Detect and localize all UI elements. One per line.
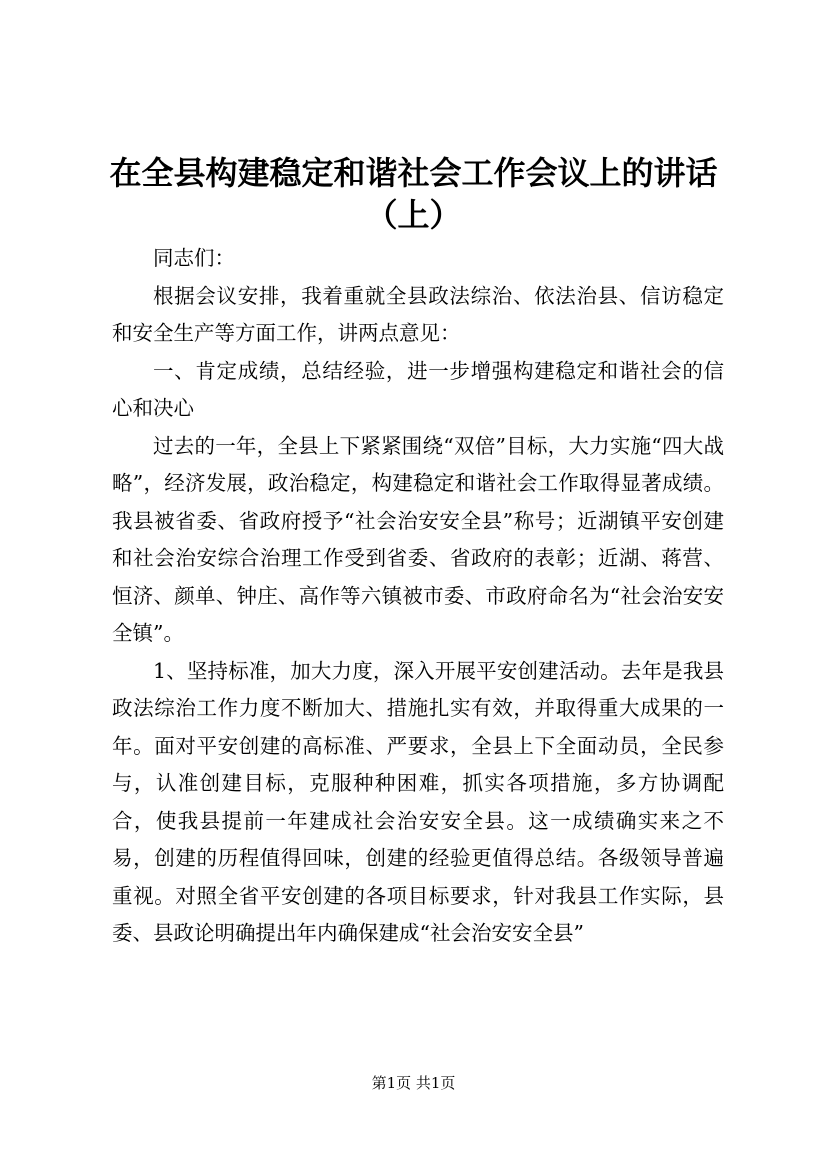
paragraph-point-1: 1、坚持标准，加大力度，深入开展平安创建活动。去年是我县政法综治工作力度不断加大、措施扎实有效，并取得重大成果的一年。面对平安创建的高标准、严要求，全县上下全面动员，全民参与，认准创建目标，克服种种困难，抓实各项措施，多方协调配合，使我县提前一年建成社会治安安全县。这一成绩确实来之不易，创建的历程值得回味，创建的经验更值得总结。各级领导普遍重视。对照全省平安创建的各项目标要求，针对我县工作实际，县委、县政论明确提出年内确保建成“社会治安安全县” [112, 658, 724, 945]
paragraph-intro: 根据会议安排，我着重就全县政法综治、依法治县、信访稳定和安全生产等方面工作，讲两点意见： [112, 283, 724, 345]
document-title-suffix: （上） [365, 196, 462, 234]
page-number: 第1页 共1页 [371, 1074, 456, 1092]
document-title: 在全县构建稳定和谐社会工作会议上的讲话 [109, 154, 718, 192]
salutation: 同志们： [153, 246, 235, 270]
section-heading: 一、肯定成绩，总结经验，进一步增强构建稳定和谐社会的信心和决心 [112, 358, 724, 420]
paragraph-achievements: 过去的一年，全县上下紧紧围绕“双倍”目标，大力实施“四大战略”，经济发展，政治稳定，构建稳定和谐社会工作取得显著成绩。我县被省委、省政府授予“社会治安安全县”称号；近湖镇平安创建和社会治安综合治理工作受到省委、省政府的表彰；近湖、蒋营、恒济、颜单、钟庄、高作等六镇被市委、市政府命名为“社会治安安全镇”。 [112, 433, 724, 645]
document-body [112, 240, 724, 953]
